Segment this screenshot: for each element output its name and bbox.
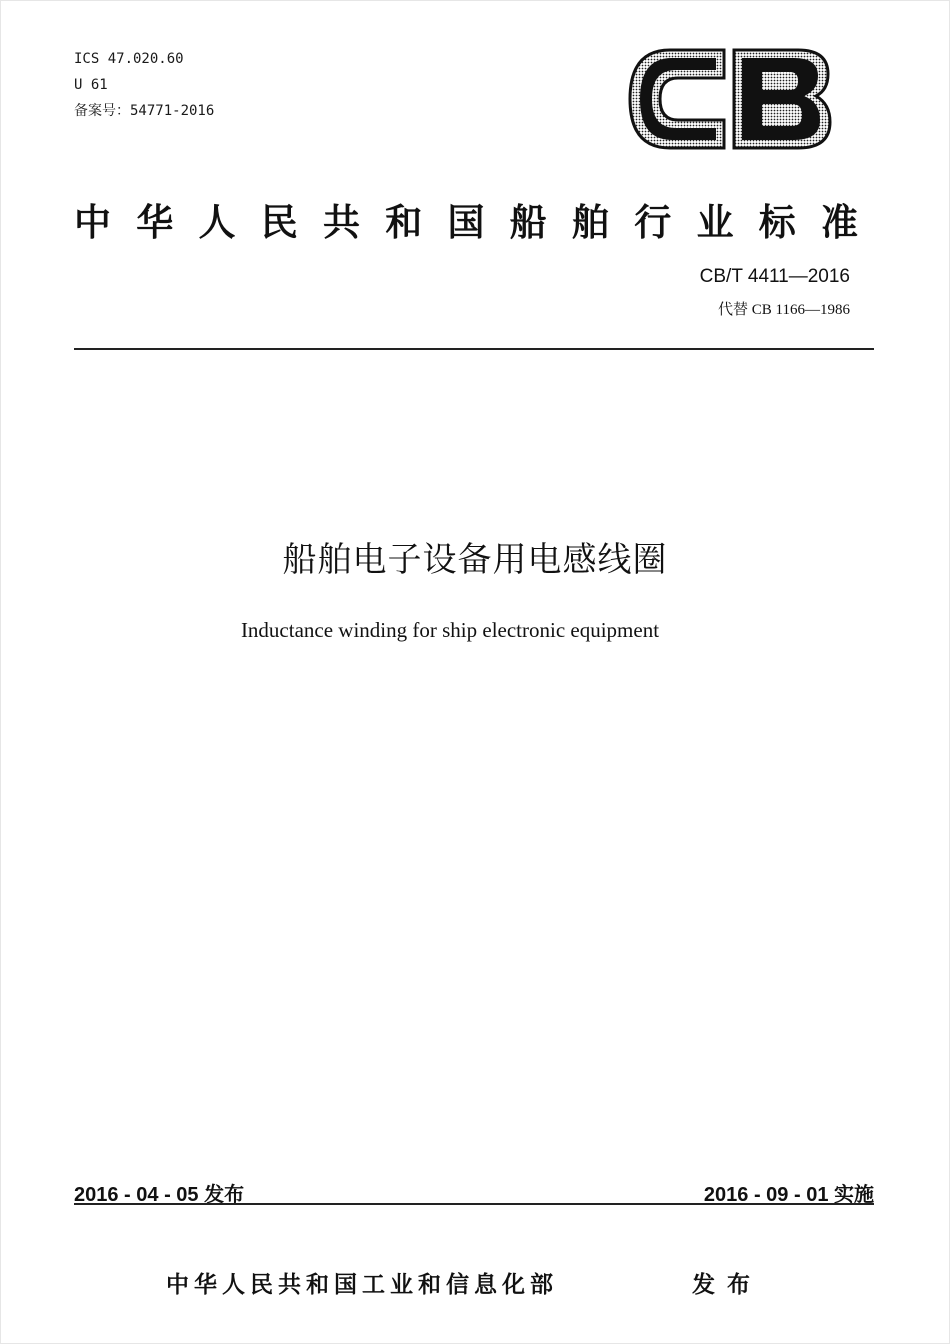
issuing-authority: 中华人民共和国工业和信息化部	[166, 1272, 558, 1298]
classification-block	[74, 46, 214, 124]
main-title-char: 中	[74, 201, 111, 244]
main-title-char: 人	[198, 201, 236, 244]
main-title-char: 国	[447, 201, 485, 244]
ics-code: ICS 47.020.60	[74, 51, 184, 67]
cb-logo	[626, 46, 832, 152]
main-title-char: 华	[136, 201, 174, 244]
standard-number: CB/T 4411—2016	[699, 266, 850, 287]
document-title-chinese: 船舶电子设备用电感线圈	[282, 540, 668, 580]
main-title-char: 舶	[572, 201, 609, 244]
main-title-char: 标	[758, 201, 796, 244]
issue-action: 发布	[692, 1272, 762, 1298]
document-title-english: Inductance winding for ship electronic equipment	[240, 618, 660, 642]
main-title-char: 和	[385, 201, 423, 244]
issue-date: 2016 - 04 - 05 发布	[74, 1184, 245, 1206]
main-title-char: 业	[696, 201, 734, 244]
main-title-char: 民	[260, 201, 298, 244]
main-title-char: 准	[821, 201, 858, 244]
main-title-char: 船	[509, 201, 547, 244]
replaces-standard: 代替 CB 1166—1986	[718, 302, 850, 318]
main-title-char: 共	[323, 201, 360, 244]
implementation-date: 2016 - 09 - 01 实施	[703, 1184, 874, 1206]
record-number: 备案号：54771-2016	[74, 103, 215, 119]
bottom-divider	[74, 1203, 874, 1205]
main-title	[74, 192, 858, 246]
ccs-code: U 61	[74, 77, 108, 93]
top-divider	[74, 348, 874, 350]
main-title-char: 行	[634, 201, 672, 244]
